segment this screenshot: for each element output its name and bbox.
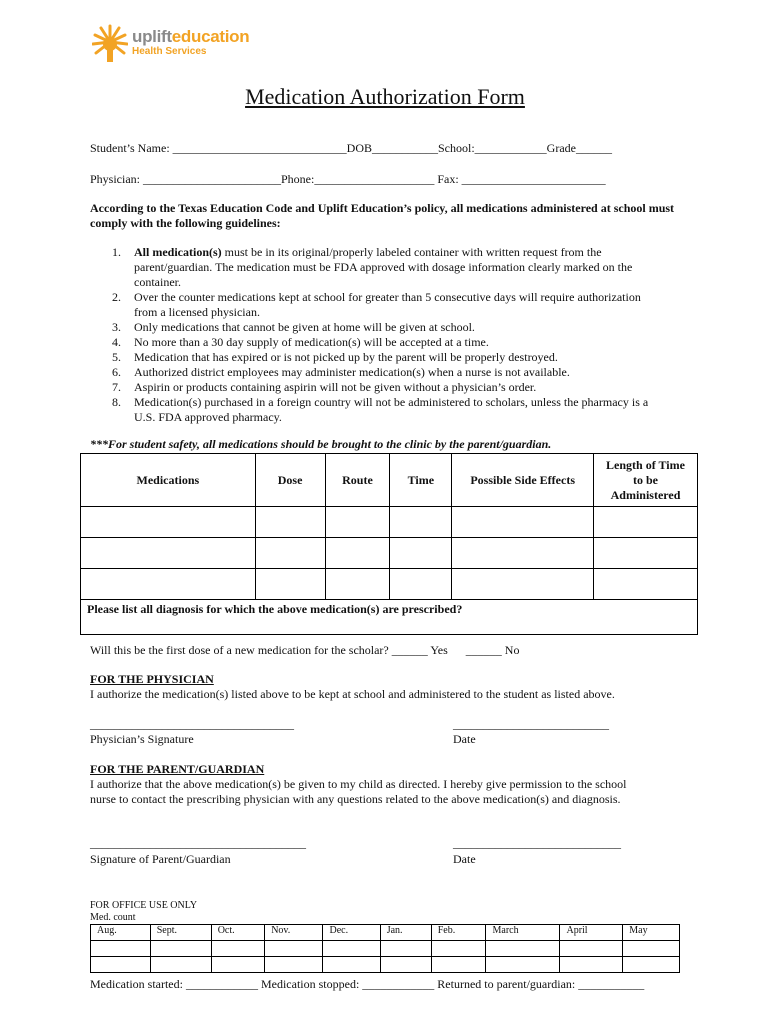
month-jan: Jan. bbox=[380, 925, 431, 941]
count-cell[interactable] bbox=[623, 957, 680, 973]
guideline-number: 5. bbox=[112, 350, 121, 364]
cell-medication[interactable] bbox=[81, 538, 256, 569]
table-header-row bbox=[81, 454, 698, 507]
guideline-number: 6. bbox=[112, 365, 121, 379]
cell-route[interactable] bbox=[325, 538, 390, 569]
parent-authorization-text: I authorize that the above medication(s) be given to my child as directed. I hereby give permission to the school nurse to contact the prescribing physician with any questions related to the above medication(s) and diagnosis. bbox=[90, 777, 627, 806]
header-medications: Medications bbox=[81, 454, 256, 507]
physician-date-label: Date bbox=[453, 732, 476, 746]
diagnosis-row bbox=[81, 600, 698, 635]
guideline-item bbox=[90, 245, 650, 290]
count-cell[interactable] bbox=[265, 957, 323, 973]
count-cell[interactable] bbox=[265, 941, 323, 957]
guideline-item bbox=[90, 365, 650, 380]
parent-signature-line[interactable]: ____________________________________ bbox=[90, 836, 306, 850]
guideline-text: Only medications that cannot be given at home will be given at school. bbox=[134, 320, 475, 334]
office-month-table bbox=[90, 924, 680, 973]
guideline-text: No more than a 30 day supply of medication(s) will be accepted at a time. bbox=[134, 335, 489, 349]
month-dec: Dec. bbox=[323, 925, 380, 941]
month-feb: Feb. bbox=[431, 925, 486, 941]
diagnosis-field[interactable]: Please list all diagnosis for which the above medication(s) are prescribed? bbox=[81, 600, 698, 635]
cell-route[interactable] bbox=[325, 569, 390, 600]
physician-signature-label: Physician’s Signature bbox=[90, 732, 194, 746]
cell-route[interactable] bbox=[325, 507, 390, 538]
month-nov: Nov. bbox=[265, 925, 323, 941]
cell-dose[interactable] bbox=[255, 569, 325, 600]
physician-info-line[interactable]: Physician: _______________________Phone:____________________ Fax: ________________________ bbox=[90, 172, 606, 186]
cell-dose[interactable] bbox=[255, 538, 325, 569]
count-cell[interactable] bbox=[380, 941, 431, 957]
count-cell[interactable] bbox=[91, 941, 151, 957]
table-row bbox=[81, 569, 698, 600]
cell-time[interactable] bbox=[390, 507, 452, 538]
physician-signature-line[interactable]: __________________________________ bbox=[90, 717, 294, 731]
cell-side-effects[interactable] bbox=[452, 569, 594, 600]
guideline-text: Authorized district employees may administer medication(s) when a nurse is not available. bbox=[134, 365, 570, 379]
medication-tracking-line[interactable]: Medication started: ____________ Medication stopped: ____________ Returned to parent/guardian: ___________ bbox=[90, 977, 645, 991]
medications-table bbox=[80, 453, 698, 635]
guideline-item bbox=[90, 380, 650, 395]
count-cell[interactable] bbox=[486, 941, 560, 957]
count-cell[interactable] bbox=[323, 957, 380, 973]
parent-signature-label: Signature of Parent/Guardian bbox=[90, 852, 231, 866]
logo-name-part1: uplift bbox=[132, 27, 172, 46]
count-cell[interactable] bbox=[431, 941, 486, 957]
count-cell[interactable] bbox=[150, 941, 211, 957]
cell-length[interactable] bbox=[594, 507, 698, 538]
guideline-number: 2. bbox=[112, 290, 121, 304]
header-route: Route bbox=[325, 454, 390, 507]
student-info-line[interactable]: Student’s Name: _____________________________DOB___________School:____________Grade______ bbox=[90, 141, 612, 155]
logo-name-part2: education bbox=[171, 27, 250, 46]
cell-medication[interactable] bbox=[81, 507, 256, 538]
guideline-number: 8. bbox=[112, 395, 121, 409]
guideline-number: 3. bbox=[112, 320, 121, 334]
guideline-item bbox=[90, 395, 650, 425]
cell-side-effects[interactable] bbox=[452, 538, 594, 569]
med-count-label: Med. count bbox=[90, 912, 136, 923]
count-cell[interactable] bbox=[323, 941, 380, 957]
header-time: Time bbox=[390, 454, 452, 507]
month-sept: Sept. bbox=[150, 925, 211, 941]
safety-note: ***For student safety, all medications should be brought to the clinic by the parent/guardian. bbox=[90, 437, 552, 451]
cell-time[interactable] bbox=[390, 538, 452, 569]
guideline-item bbox=[90, 335, 650, 350]
header-dose: Dose bbox=[255, 454, 325, 507]
logo-wordmark bbox=[132, 27, 249, 47]
count-cell[interactable] bbox=[486, 957, 560, 973]
physician-authorization-text: I authorize the medication(s) listed above to be kept at school and administered to the student as listed above. bbox=[90, 687, 615, 701]
count-cell[interactable] bbox=[380, 957, 431, 973]
physician-date-line[interactable]: __________________________ bbox=[453, 717, 609, 731]
month-april: April bbox=[560, 925, 623, 941]
guideline-text: Medication that has expired or is not picked up by the parent will be properly destroyed. bbox=[134, 350, 558, 364]
table-row bbox=[81, 507, 698, 538]
parent-section-heading: FOR THE PARENT/GUARDIAN bbox=[90, 762, 265, 776]
office-use-heading: FOR OFFICE USE ONLY bbox=[90, 900, 198, 911]
guidelines-intro: According to the Texas Education Code and Uplift Education’s policy, all medications administered at school must comply with the following guidelines: bbox=[90, 201, 675, 230]
month-oct: Oct. bbox=[211, 925, 265, 941]
count-cell[interactable] bbox=[623, 941, 680, 957]
uplift-logo bbox=[92, 22, 252, 66]
count-cell[interactable] bbox=[211, 941, 265, 957]
guideline-number: 7. bbox=[112, 380, 121, 394]
guideline-text: Medication(s) purchased in a foreign country will not be administered to scholars, unless the pharmacy is a U.S. FDA approved pharmacy. bbox=[134, 395, 649, 424]
guideline-item bbox=[90, 350, 650, 365]
header-length-of-time: Length of Time to be Administered bbox=[594, 454, 698, 507]
guideline-number: 1. bbox=[112, 245, 121, 259]
count-cell[interactable] bbox=[560, 957, 623, 973]
count-cell[interactable] bbox=[150, 957, 211, 973]
month-may: May bbox=[623, 925, 680, 941]
guideline-text: Aspirin or products containing aspirin will not be given without a physician’s order. bbox=[134, 380, 537, 394]
cell-dose[interactable] bbox=[255, 507, 325, 538]
form-title: Medication Authorization Form bbox=[245, 84, 525, 109]
logo-subtitle: Health Services bbox=[132, 46, 207, 57]
parent-date-line[interactable]: ____________________________ bbox=[453, 836, 621, 850]
physician-section-heading: FOR THE PHYSICIAN bbox=[90, 672, 214, 686]
cell-length[interactable] bbox=[594, 538, 698, 569]
month-count-row bbox=[91, 941, 680, 957]
count-cell[interactable] bbox=[211, 957, 265, 973]
header-side-effects: Possible Side Effects bbox=[452, 454, 594, 507]
guideline-item bbox=[90, 320, 650, 335]
guideline-bold: All medication(s) bbox=[134, 245, 222, 259]
parent-date-label: Date bbox=[453, 852, 476, 866]
month-aug: Aug. bbox=[91, 925, 151, 941]
cell-side-effects[interactable] bbox=[452, 507, 594, 538]
cell-time[interactable] bbox=[390, 569, 452, 600]
month-header-row bbox=[91, 925, 680, 941]
first-dose-question[interactable]: Will this be the first dose of a new medication for the scholar? ______ Yes ______ No bbox=[90, 643, 520, 657]
count-cell[interactable] bbox=[91, 957, 151, 973]
count-cell[interactable] bbox=[431, 957, 486, 973]
guideline-text: Over the counter medications kept at school for greater than 5 consecutive days will require authorization from a licensed physician. bbox=[134, 290, 641, 319]
guideline-number: 4. bbox=[112, 335, 121, 349]
cell-length[interactable] bbox=[594, 569, 698, 600]
table-row bbox=[81, 538, 698, 569]
cell-medication[interactable] bbox=[81, 569, 256, 600]
month-march: March bbox=[486, 925, 560, 941]
guideline-text: must be in its original/properly labeled container with written request from the parent/guardian. The medication must be FDA approved with dosage information clearly marked on the container. bbox=[134, 245, 633, 289]
month-count-row bbox=[91, 957, 680, 973]
hand-sun-icon bbox=[92, 24, 128, 64]
guideline-item bbox=[90, 290, 650, 320]
count-cell[interactable] bbox=[560, 941, 623, 957]
guidelines-list bbox=[90, 245, 650, 425]
